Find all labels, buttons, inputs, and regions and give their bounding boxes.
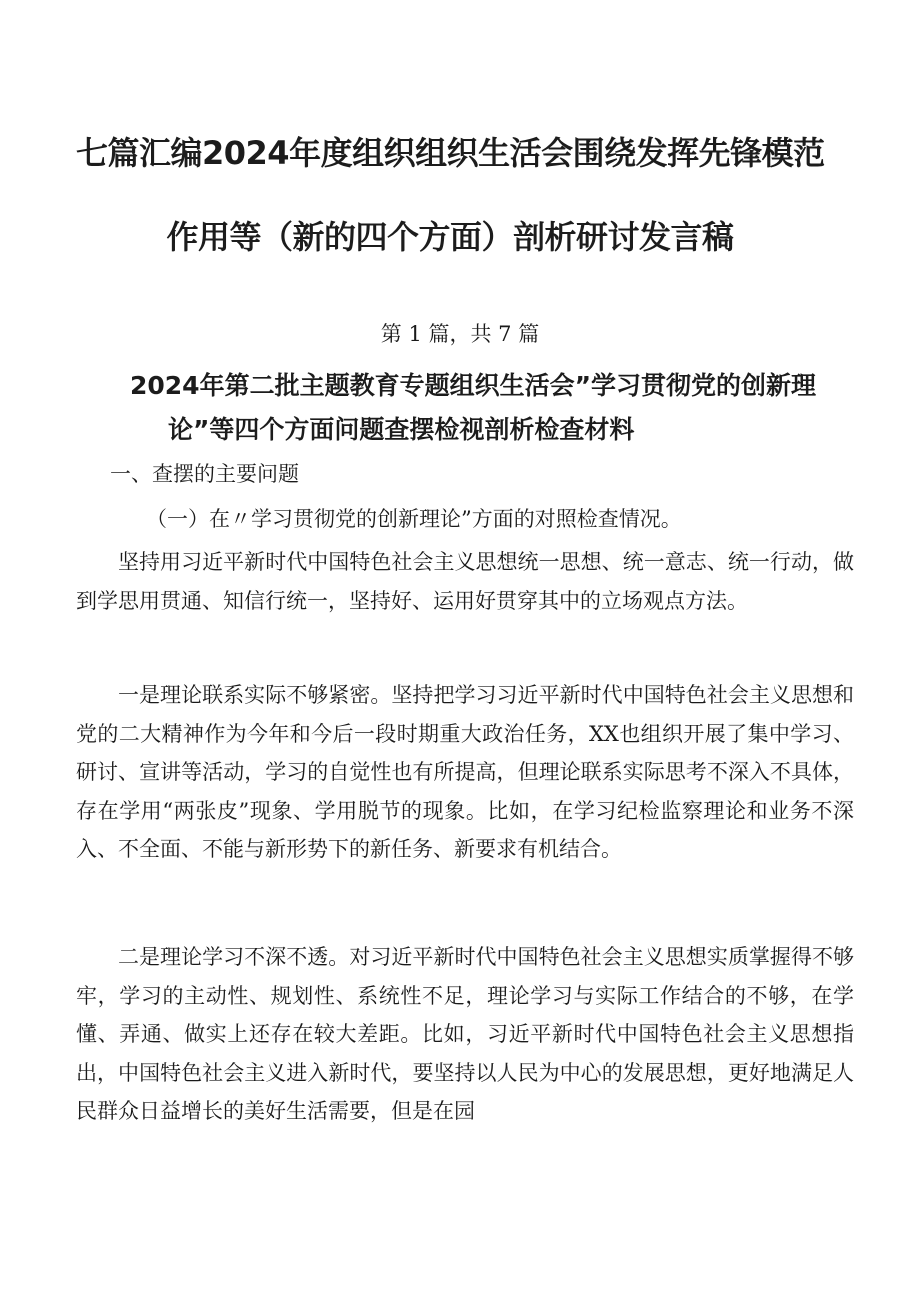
article-title-line-1: 2024年第二批主题教育专题组织生活会”学习贯彻党的创新理	[130, 371, 817, 400]
body-paragraph-3: 二是理论学习不深不透。对习近平新时代中国特色社会主义思想实质掌握得不够牢，学习的主动性、规划性、系统性不足，理论学习与实际工作结合的不够，在学懂、弄通、做实上还存在较大差距。比如，习近平新时代中国特色社会主义思想指出，中国特色社会主义进入新时代，要坚持以人民为中心的发展思想，更好地满足人民群众日益增长的美好生活需要，但是在园	[76, 945, 854, 1123]
body-paragraph-2: 一是理论联系实际不够紧密。坚持把学习习近平新时代中国特色社会主义思想和党的二大精神作为今年和今后一段时期重大政治任务，XX也组织开展了集中学习、研讨、宣讲等活动，学习的自觉性也有所提高，但理论联系实际思考不深入不具体，存在学用“两张皮”现象、学用脱节的现象。比如，在学习纪检监察理论和业务不深入、不全面、不能与新形势下的新任务、新要求有机结合。	[76, 683, 854, 861]
section-heading: 一、查摆的主要问题	[110, 462, 299, 486]
body-paragraph-1: 坚持用习近平新时代中国特色社会主义思想统一思想、统一意志、统一行动，做到学思用贯通、知信行统一，坚持好、运用好贯穿其中的立场观点方法。	[76, 550, 854, 613]
article-counter: 第 1 篇，共 7 篇	[380, 322, 540, 346]
article-title-line-2: 论”等四个方面问题查摆检视剖析检查材料	[168, 415, 635, 444]
document-title-line-1: 七篇汇编2024年度组织组织生活会围绕发挥先锋模范	[76, 134, 825, 172]
document-title-line-2: 作用等（新的四个方面）剖析研讨发言稿	[166, 218, 734, 256]
subsection-heading: （一）在〃学习贯彻党的创新理论”方面的对照检查情况。	[146, 507, 682, 531]
